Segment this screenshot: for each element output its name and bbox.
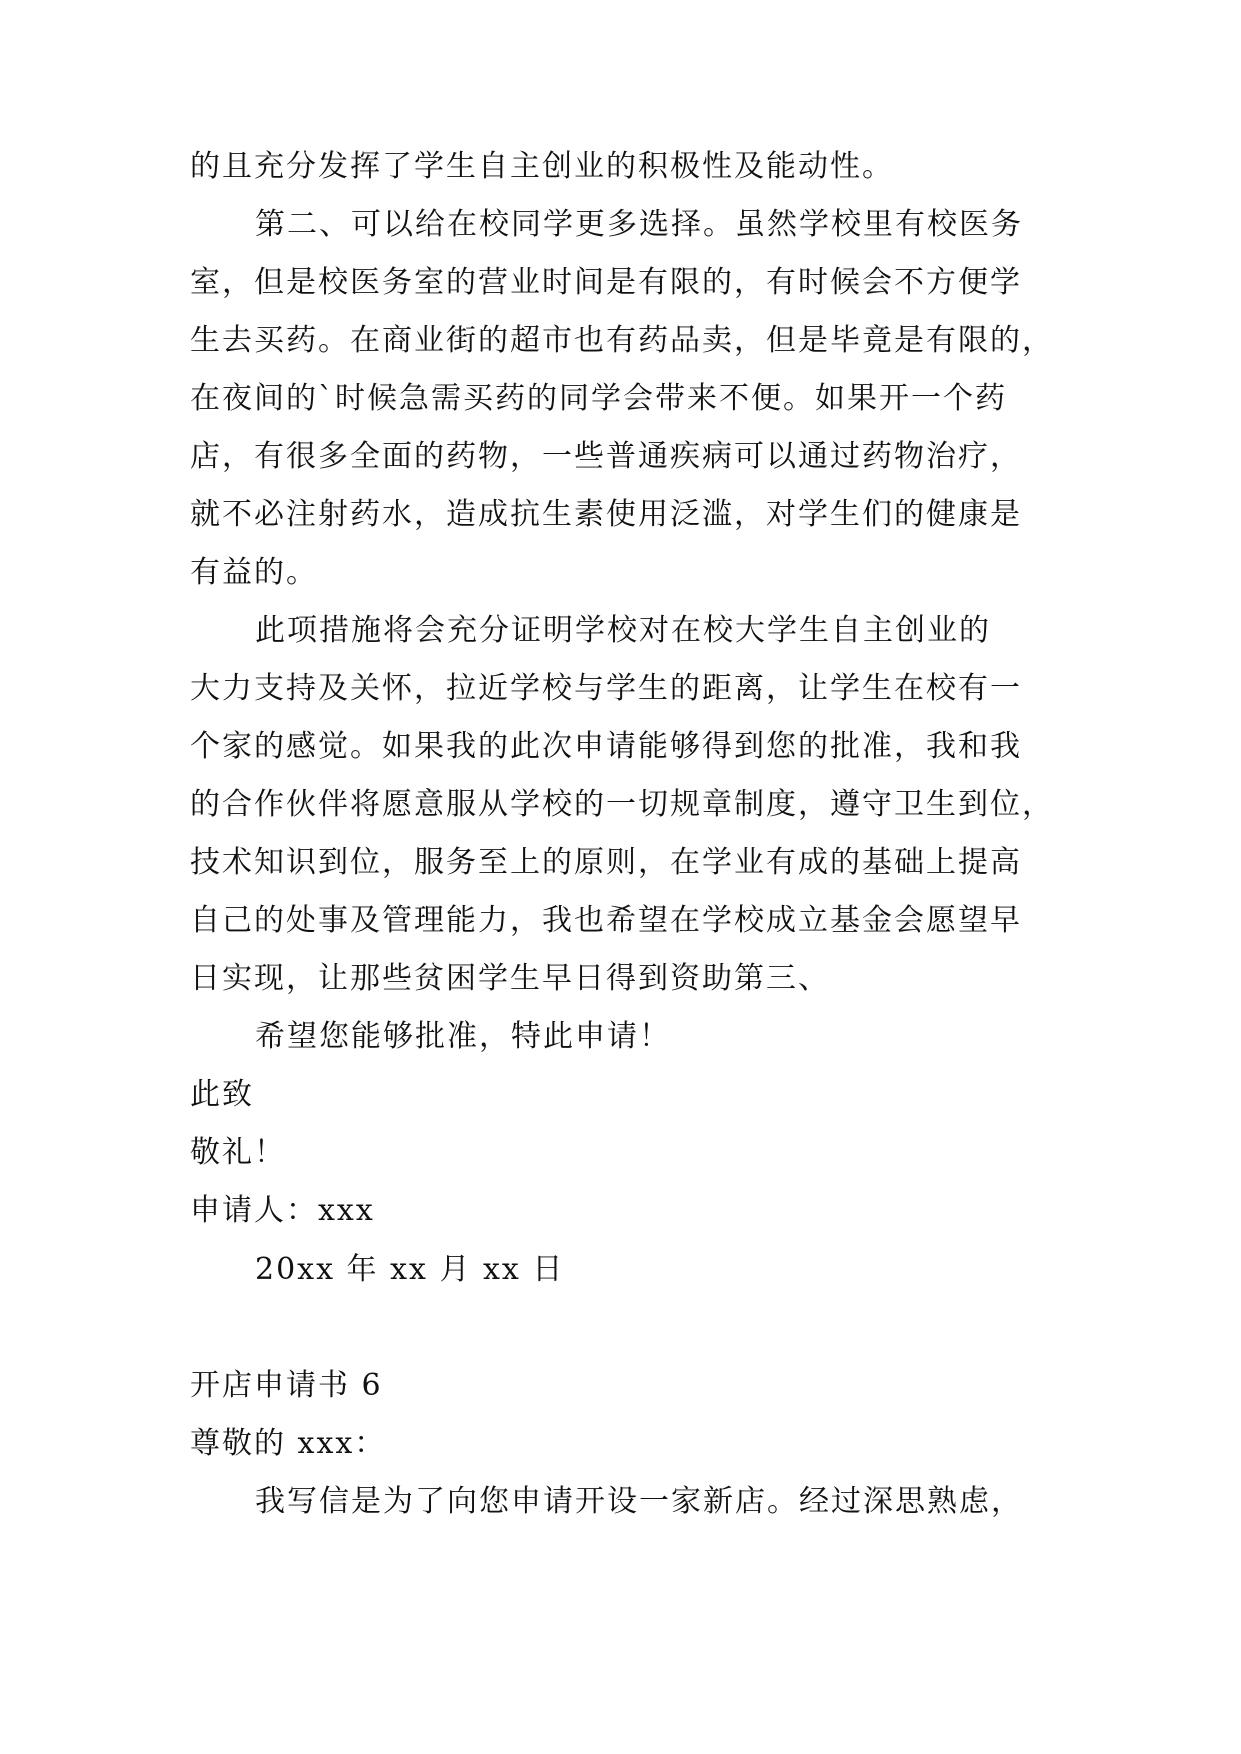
- paragraph-line: 店，有很多全面的药物，一些普通疾病可以通过药物治疗，: [190, 439, 1022, 474]
- paragraph-line: 室，但是校医务室的营业时间是有限的，有时候会不方便学: [190, 265, 1022, 300]
- paragraph-line: 我写信是为了向您申请开设一家新店。经过深思熟虑，: [255, 1484, 1023, 1519]
- applicant-signature: 申请人：xxx: [190, 1193, 375, 1228]
- salutation-jingli: 敬礼！: [190, 1135, 286, 1170]
- recipient-greeting: 尊敬的 xxx：: [190, 1426, 387, 1461]
- closing-request: 希望您能够批准，特此申请！: [255, 1019, 671, 1054]
- paragraph-line: 技术知识到位，服务至上的原则，在学业有成的基础上提高: [190, 845, 1022, 880]
- paragraph-line: 第二、可以给在校同学更多选择。虽然学校里有校医务: [255, 207, 1023, 242]
- paragraph-line: 有益的。: [190, 555, 318, 590]
- application-date: 20xx 年 xx 月 xx 日: [255, 1252, 565, 1287]
- paragraph-line: 的合作伙伴将愿意服从学校的一切规章制度，遵守卫生到位，: [190, 787, 1054, 822]
- paragraph-line: 在夜间的`时候急需买药的同学会带来不便。如果开一个药: [190, 381, 1007, 416]
- paragraph-line: 就不必注射药水，造成抗生素使用泛滥，对学生们的健康是: [190, 497, 1022, 532]
- paragraph-line: 的且充分发挥了学生自主创业的积极性及能动性。: [190, 149, 894, 184]
- paragraph-line: 自己的处事及管理能力，我也希望在学校成立基金会愿望早: [190, 903, 1022, 938]
- paragraph-line: 此项措施将会充分证明学校对在校大学生自主创业的: [255, 613, 991, 648]
- salutation-cizhi: 此致: [190, 1077, 254, 1112]
- paragraph-line: 个家的感觉。如果我的此次申请能够得到您的批准，我和我: [190, 729, 1022, 764]
- section-title: 开店申请书 6: [190, 1368, 383, 1403]
- paragraph-line: 大力支持及关怀，拉近学校与学生的距离，让学生在校有一: [190, 671, 1022, 706]
- paragraph-line: 生去买药。在商业街的超市也有药品卖，但是毕竟是有限的，: [190, 323, 1054, 358]
- paragraph-line: 日实现，让那些贫困学生早日得到资助第三、: [190, 961, 830, 996]
